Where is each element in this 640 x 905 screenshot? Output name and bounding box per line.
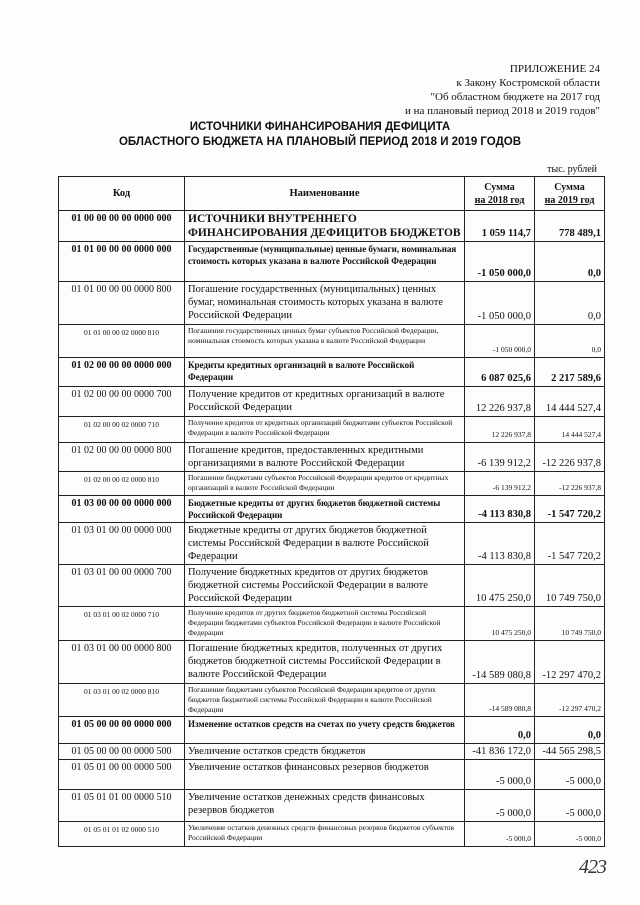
- row-value-2019: -1 547 720,2: [535, 523, 605, 565]
- row-value-2019: -44 565 298,5: [535, 744, 605, 760]
- row-code: 01 05 00 00 00 0000 500: [59, 744, 185, 760]
- table-row: [59, 607, 605, 641]
- row-code: 01 02 00 00 00 0000 700: [59, 387, 185, 417]
- row-value-2019: -12 226 937,8: [535, 443, 605, 472]
- row-value-2019: -12 226 937,8: [535, 472, 605, 496]
- row-code: 01 05 00 00 00 0000 000: [59, 717, 185, 744]
- row-name: Увеличение остатков финансовых резервов бюджетов: [185, 760, 465, 790]
- row-name: Государственные (муниципальные) ценные бумаги, номинальная стоимость которых указана в валюте Российской Федерации: [185, 242, 465, 282]
- row-name: Получение бюджетных кредитов от других бюджетов бюджетной системы Российской Федерации в валюте Российской Федерации: [185, 565, 465, 607]
- row-value-2018: 12 226 937,8: [465, 387, 535, 417]
- header-sum-2019: [535, 177, 605, 211]
- appendix-line: ПРИЛОЖЕНИЕ 24: [509, 63, 600, 75]
- table-row: [59, 211, 605, 242]
- row-value-2018: 10 475 250,0: [465, 607, 535, 641]
- table-row: [59, 472, 605, 496]
- row-name: Погашение государственных ценных бумаг субъектов Российской Федерации, номинальная стоимость которых указана в валюте Российской Федерации: [185, 325, 465, 358]
- row-name: Получение кредитов от кредитных организаций бюджетами субъектов Российской Федерации в валюте Российской Федерации: [185, 417, 465, 443]
- row-name: Увеличение остатков денежных средств финансовых резервов бюджетов субъектов Российской Федерации: [185, 822, 465, 847]
- appendix-line: "Об областном бюджете на 2017 год: [430, 91, 600, 103]
- row-code: 01 03 00 00 00 0000 000: [59, 496, 185, 523]
- financing-table: [58, 176, 605, 847]
- row-value-2018: -1 050 000,0: [465, 325, 535, 358]
- row-value-2019: -5 000,0: [535, 790, 605, 822]
- row-code: 01 01 00 00 00 0000 800: [59, 282, 185, 325]
- row-value-2019: 0,0: [535, 717, 605, 744]
- row-code: 01 01 00 00 02 0000 810: [59, 325, 185, 358]
- header-sum-year: на 2019 год: [544, 194, 595, 206]
- row-value-2018: -5 000,0: [465, 760, 535, 790]
- row-value-2019: -12 297 470,2: [535, 684, 605, 717]
- row-value-2019: 0,0: [535, 325, 605, 358]
- appendix-line: и на плановый период 2018 и 2019 годов": [404, 105, 600, 117]
- table-row: [59, 443, 605, 472]
- row-value-2018: -4 113 830,8: [465, 496, 535, 523]
- units-label: тыс. рублей: [547, 164, 597, 175]
- row-value-2018: -41 836 172,0: [465, 744, 535, 760]
- table-row: [59, 744, 605, 760]
- row-code: 01 03 01 00 00 0000 000: [59, 523, 185, 565]
- row-value-2019: 0,0: [535, 242, 605, 282]
- row-value-2019: 0,0: [535, 282, 605, 325]
- header-name: Наименование: [185, 177, 465, 211]
- row-name: Погашение бюджетных кредитов, полученных от других бюджетов бюджетной системы Российской Федерации в валюте Российской Федерации: [185, 641, 465, 684]
- title-line: ОБЛАСТНОГО БЮДЖЕТА НА ПЛАНОВЫЙ ПЕРИОД 2018 И 2019 ГОДОВ: [118, 136, 522, 148]
- row-name: Получение кредитов от кредитных организаций в валюте Российской Федерации: [185, 387, 465, 417]
- title-line: ИСТОЧНИКИ ФИНАНСИРОВАНИЯ ДЕФИЦИТА: [189, 121, 451, 133]
- row-code: 01 02 00 00 00 0000 800: [59, 443, 185, 472]
- row-name: Кредиты кредитных организаций в валюте Российской Федерации: [185, 358, 465, 387]
- row-value-2018: 12 226 937,8: [465, 417, 535, 443]
- row-code: 01 03 01 00 02 0000 810: [59, 684, 185, 717]
- document-title: [0, 120, 640, 150]
- table-row: [59, 387, 605, 417]
- row-name: Увеличение остатков средств бюджетов: [185, 744, 465, 760]
- row-value-2019: 14 444 527,4: [535, 417, 605, 443]
- row-value-2019: 2 217 589,6: [535, 358, 605, 387]
- table-row: [59, 358, 605, 387]
- row-code: 01 05 01 00 00 0000 500: [59, 760, 185, 790]
- header-code: Код: [59, 177, 185, 211]
- row-code: 01 05 01 01 00 0000 510: [59, 790, 185, 822]
- row-code: 01 02 00 00 00 0000 000: [59, 358, 185, 387]
- appendix-header: [405, 62, 600, 118]
- header-sum-year: на 2018 год: [474, 194, 525, 206]
- row-name: Погашение бюджетами субъектов Российской Федерации кредитов от кредитных организаций в валюте Российской Федерации: [185, 472, 465, 496]
- row-value-2019: -12 297 470,2: [535, 641, 605, 684]
- row-code: 01 03 01 00 00 0000 800: [59, 641, 185, 684]
- row-value-2018: -14 589 080,8: [465, 641, 535, 684]
- row-value-2019: 778 489,1: [535, 211, 605, 242]
- row-name: Бюджетные кредиты от других бюджетов бюджетной системы Российской Федерации в валюте Российской Федерации: [185, 523, 465, 565]
- table-row: [59, 282, 605, 325]
- row-value-2018: -5 000,0: [465, 822, 535, 847]
- table-row: [59, 325, 605, 358]
- row-code: 01 05 01 01 02 0000 510: [59, 822, 185, 847]
- appendix-line: к Закону Костромской области: [456, 77, 600, 89]
- row-value-2018: 10 475 250,0: [465, 565, 535, 607]
- row-value-2018: 6 087 025,6: [465, 358, 535, 387]
- row-code: 01 01 00 00 00 0000 000: [59, 242, 185, 282]
- row-code: 01 02 00 00 02 0000 710: [59, 417, 185, 443]
- header-sum-label: Сумма: [554, 181, 585, 193]
- header-sum-label: Сумма: [484, 181, 515, 193]
- row-name: Погашение государственных (муниципальных) ценных бумаг, номинальная стоимость которых указана в валюте Российской Федерации: [185, 282, 465, 325]
- row-value-2018: -14 589 080,8: [465, 684, 535, 717]
- table-row: [59, 760, 605, 790]
- table-row: [59, 717, 605, 744]
- table-row: [59, 496, 605, 523]
- table-row: [59, 790, 605, 822]
- table-row: [59, 523, 605, 565]
- row-value-2019: -5 000,0: [535, 760, 605, 790]
- row-name: Изменение остатков средств на счетах по учету средств бюджетов: [185, 717, 465, 744]
- page-number: 423: [579, 856, 606, 878]
- row-value-2018: 0,0: [465, 717, 535, 744]
- row-code: 01 00 00 00 00 0000 000: [59, 211, 185, 242]
- row-value-2018: -5 000,0: [465, 790, 535, 822]
- row-name: Увеличение остатков денежных средств финансовых резервов бюджетов: [185, 790, 465, 822]
- row-code: 01 02 00 00 02 0000 810: [59, 472, 185, 496]
- table-row: [59, 684, 605, 717]
- table-row: [59, 417, 605, 443]
- row-name: ИСТОЧНИКИ ВНУТРЕННЕГО ФИНАНСИРОВАНИЯ ДЕФИЦИТОВ БЮДЖЕТОВ: [185, 211, 465, 242]
- table-row: [59, 242, 605, 282]
- row-value-2018: -6 139 912,2: [465, 443, 535, 472]
- row-name: Получение кредитов от других бюджетов бюджетной системы Российской Федерации бюджетами субъектов Российской Федерации в валюте Российской Федерации: [185, 607, 465, 641]
- table-row: [59, 822, 605, 847]
- row-value-2019: -1 547 720,2: [535, 496, 605, 523]
- row-value-2018: -1 050 000,0: [465, 242, 535, 282]
- row-code: 01 03 01 00 02 0000 710: [59, 607, 185, 641]
- row-value-2018: 1 059 114,7: [465, 211, 535, 242]
- row-value-2019: -5 000,0: [535, 822, 605, 847]
- row-value-2018: -6 139 912,2: [465, 472, 535, 496]
- row-name: Погашение бюджетами субъектов Российской Федерации кредитов от других бюджетов бюджетной системы Российской Федерации в валюте Российской Федерации: [185, 684, 465, 717]
- row-value-2019: 10 749 750,0: [535, 607, 605, 641]
- table-row: [59, 565, 605, 607]
- row-value-2018: -4 113 830,8: [465, 523, 535, 565]
- row-value-2019: 10 749 750,0: [535, 565, 605, 607]
- row-name: Бюджетные кредиты от других бюджетов бюджетной системы Российской Федерации: [185, 496, 465, 523]
- row-name: Погашение кредитов, предоставленных кредитными организациями в валюте Российской Федерации: [185, 443, 465, 472]
- row-value-2019: 14 444 527,4: [535, 387, 605, 417]
- row-value-2018: -1 050 000,0: [465, 282, 535, 325]
- row-code: 01 03 01 00 00 0000 700: [59, 565, 185, 607]
- header-sum-2018: [465, 177, 535, 211]
- table-row: [59, 641, 605, 684]
